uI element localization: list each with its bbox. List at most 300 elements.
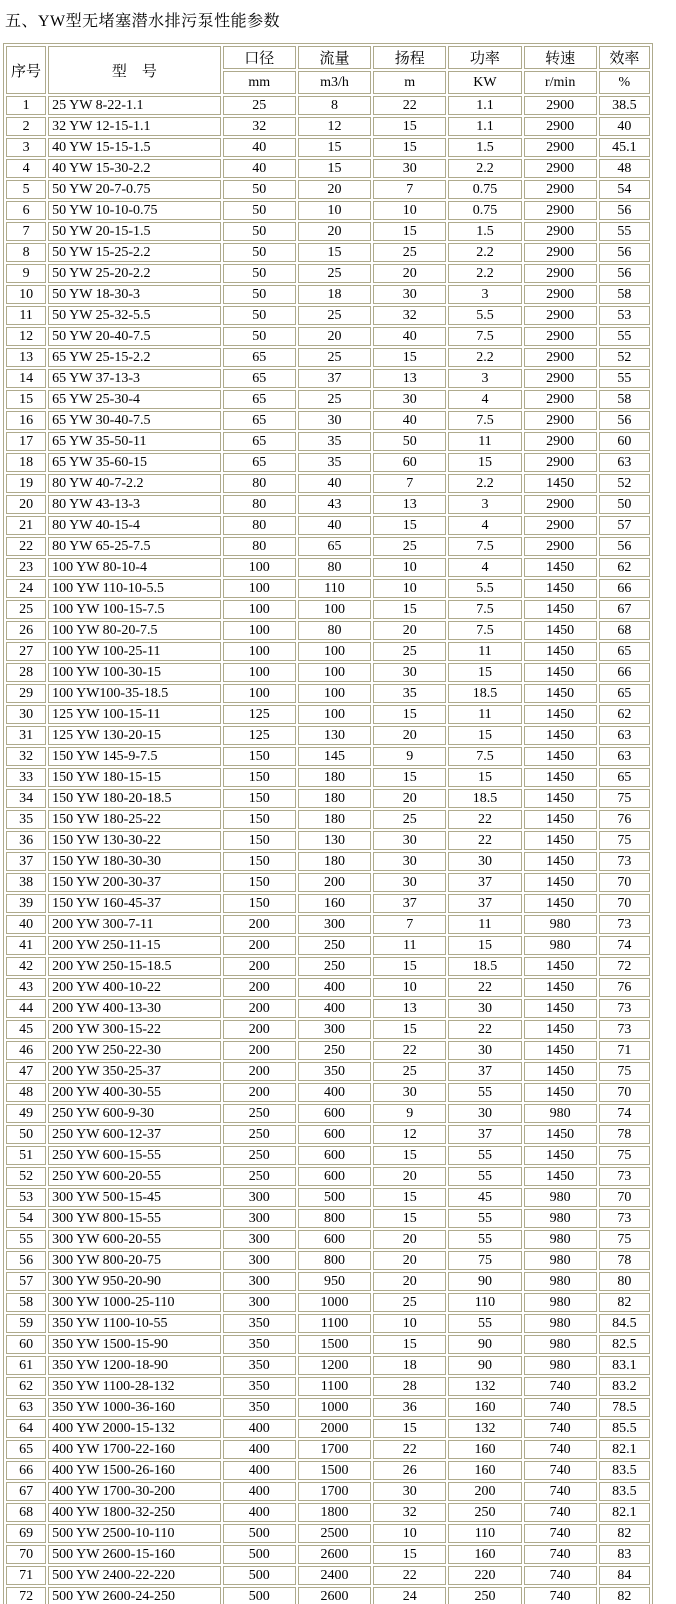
cell-head: 7 — [373, 180, 446, 199]
cell-flow: 600 — [298, 1104, 371, 1123]
table-row — [6, 159, 650, 178]
cell-flow: 160 — [298, 894, 371, 913]
cell-speed: 2900 — [524, 243, 597, 262]
cell-diameter: 100 — [223, 663, 296, 682]
table-row — [6, 1293, 650, 1312]
cell-model: 300 YW 950-20-90 — [48, 1272, 221, 1291]
cell-flow: 2600 — [298, 1545, 371, 1564]
cell-head: 15 — [373, 222, 446, 241]
header-power-unit: KW — [448, 71, 521, 94]
cell-model: 400 YW 1700-30-200 — [48, 1482, 221, 1501]
cell-speed: 2900 — [524, 117, 597, 136]
cell-diameter: 100 — [223, 600, 296, 619]
table-row — [6, 1419, 650, 1438]
cell-efficiency: 70 — [599, 894, 650, 913]
table-row — [6, 810, 650, 829]
cell-efficiency: 62 — [599, 558, 650, 577]
cell-head: 60 — [373, 453, 446, 472]
cell-model: 65 YW 25-15-2.2 — [48, 348, 221, 367]
cell-model: 250 YW 600-20-55 — [48, 1167, 221, 1186]
cell-flow: 1000 — [298, 1398, 371, 1417]
table-row — [6, 516, 650, 535]
cell-efficiency: 73 — [599, 1209, 650, 1228]
cell-speed: 980 — [524, 936, 597, 955]
cell-diameter: 400 — [223, 1440, 296, 1459]
cell-diameter: 65 — [223, 432, 296, 451]
cell-flow: 100 — [298, 684, 371, 703]
cell-diameter: 150 — [223, 831, 296, 850]
table-row — [6, 558, 650, 577]
cell-efficiency: 76 — [599, 978, 650, 997]
cell-power: 37 — [448, 894, 521, 913]
cell-model: 100 YW 80-10-4 — [48, 558, 221, 577]
cell-model: 400 YW 2000-15-132 — [48, 1419, 221, 1438]
cell-head: 22 — [373, 96, 446, 115]
cell-head: 20 — [373, 1251, 446, 1270]
cell-index: 23 — [6, 558, 46, 577]
table-row — [6, 1251, 650, 1270]
cell-power: 2.2 — [448, 243, 521, 262]
header-row-names — [6, 46, 650, 69]
cell-power: 55 — [448, 1209, 521, 1228]
cell-head: 32 — [373, 306, 446, 325]
cell-efficiency: 65 — [599, 684, 650, 703]
cell-efficiency: 52 — [599, 474, 650, 493]
header-diameter: 口径 — [223, 46, 296, 69]
cell-flow: 80 — [298, 558, 371, 577]
cell-head: 11 — [373, 936, 446, 955]
cell-speed: 2900 — [524, 201, 597, 220]
cell-power: 0.75 — [448, 180, 521, 199]
cell-efficiency: 72 — [599, 957, 650, 976]
cell-power: 18.5 — [448, 789, 521, 808]
cell-efficiency: 70 — [599, 873, 650, 892]
cell-power: 37 — [448, 1125, 521, 1144]
cell-head: 37 — [373, 894, 446, 913]
cell-index: 69 — [6, 1524, 46, 1543]
table-row — [6, 1125, 650, 1144]
cell-head: 15 — [373, 516, 446, 535]
cell-speed: 1450 — [524, 1062, 597, 1081]
cell-index: 40 — [6, 915, 46, 934]
cell-diameter: 50 — [223, 264, 296, 283]
cell-power: 160 — [448, 1545, 521, 1564]
cell-diameter: 300 — [223, 1209, 296, 1228]
cell-index: 9 — [6, 264, 46, 283]
cell-model: 50 YW 25-32-5.5 — [48, 306, 221, 325]
cell-model: 80 YW 40-7-2.2 — [48, 474, 221, 493]
cell-model: 200 YW 400-30-55 — [48, 1083, 221, 1102]
cell-speed: 980 — [524, 1272, 597, 1291]
cell-diameter: 100 — [223, 558, 296, 577]
cell-flow: 800 — [298, 1251, 371, 1270]
cell-speed: 1450 — [524, 789, 597, 808]
cell-head: 10 — [373, 1314, 446, 1333]
cell-efficiency: 56 — [599, 537, 650, 556]
table-row — [6, 1209, 650, 1228]
cell-index: 44 — [6, 999, 46, 1018]
header-speed-unit: r/min — [524, 71, 597, 94]
cell-power: 132 — [448, 1377, 521, 1396]
cell-model: 150 YW 180-25-22 — [48, 810, 221, 829]
cell-diameter: 150 — [223, 789, 296, 808]
cell-index: 67 — [6, 1482, 46, 1501]
cell-diameter: 50 — [223, 222, 296, 241]
cell-flow: 1700 — [298, 1482, 371, 1501]
cell-model: 300 YW 800-15-55 — [48, 1209, 221, 1228]
table-row — [6, 1062, 650, 1081]
table-row — [6, 894, 650, 913]
cell-model: 150 YW 145-9-7.5 — [48, 747, 221, 766]
cell-power: 22 — [448, 1020, 521, 1039]
cell-efficiency: 76 — [599, 810, 650, 829]
table-row — [6, 1335, 650, 1354]
cell-diameter: 80 — [223, 495, 296, 514]
cell-model: 125 YW 130-20-15 — [48, 726, 221, 745]
cell-head: 30 — [373, 390, 446, 409]
cell-model: 80 YW 43-13-3 — [48, 495, 221, 514]
cell-efficiency: 82.1 — [599, 1503, 650, 1522]
cell-efficiency: 65 — [599, 642, 650, 661]
cell-flow: 10 — [298, 201, 371, 220]
cell-index: 11 — [6, 306, 46, 325]
cell-flow: 250 — [298, 957, 371, 976]
cell-model: 250 YW 600-12-37 — [48, 1125, 221, 1144]
cell-speed: 980 — [524, 1356, 597, 1375]
cell-efficiency: 66 — [599, 663, 650, 682]
table-row — [6, 1230, 650, 1249]
header-head: 扬程 — [373, 46, 446, 69]
cell-model: 500 YW 2400-22-220 — [48, 1566, 221, 1585]
cell-model: 350 YW 1500-15-90 — [48, 1335, 221, 1354]
cell-head: 15 — [373, 138, 446, 157]
cell-model: 350 YW 1200-18-90 — [48, 1356, 221, 1375]
cell-power: 4 — [448, 390, 521, 409]
cell-power: 30 — [448, 1104, 521, 1123]
cell-efficiency: 75 — [599, 1146, 650, 1165]
cell-diameter: 500 — [223, 1524, 296, 1543]
header-diameter-unit: mm — [223, 71, 296, 94]
cell-flow: 180 — [298, 768, 371, 787]
cell-speed: 980 — [524, 1314, 597, 1333]
cell-power: 15 — [448, 663, 521, 682]
cell-model: 100 YW 110-10-5.5 — [48, 579, 221, 598]
cell-power: 45 — [448, 1188, 521, 1207]
cell-efficiency: 63 — [599, 726, 650, 745]
cell-index: 31 — [6, 726, 46, 745]
cell-power: 1.5 — [448, 138, 521, 157]
cell-speed: 740 — [524, 1566, 597, 1585]
cell-diameter: 100 — [223, 642, 296, 661]
cell-efficiency: 67 — [599, 600, 650, 619]
cell-speed: 2900 — [524, 222, 597, 241]
cell-model: 200 YW 400-13-30 — [48, 999, 221, 1018]
cell-efficiency: 82.5 — [599, 1335, 650, 1354]
table-row — [6, 684, 650, 703]
table-row — [6, 1020, 650, 1039]
cell-power: 90 — [448, 1356, 521, 1375]
cell-power: 15 — [448, 936, 521, 955]
cell-speed: 1450 — [524, 1167, 597, 1186]
cell-power: 22 — [448, 810, 521, 829]
cell-power: 7.5 — [448, 621, 521, 640]
table-row — [6, 1041, 650, 1060]
cell-power: 11 — [448, 705, 521, 724]
table-row — [6, 978, 650, 997]
cell-flow: 500 — [298, 1188, 371, 1207]
cell-diameter: 100 — [223, 579, 296, 598]
cell-index: 28 — [6, 663, 46, 682]
cell-flow: 1500 — [298, 1335, 371, 1354]
cell-model: 200 YW 250-22-30 — [48, 1041, 221, 1060]
table-row — [6, 180, 650, 199]
cell-speed: 980 — [524, 1104, 597, 1123]
cell-speed: 2900 — [524, 264, 597, 283]
cell-diameter: 150 — [223, 768, 296, 787]
cell-head: 10 — [373, 558, 446, 577]
cell-speed: 2900 — [524, 411, 597, 430]
cell-efficiency: 68 — [599, 621, 650, 640]
cell-power: 55 — [448, 1083, 521, 1102]
cell-speed: 2900 — [524, 537, 597, 556]
cell-power: 18.5 — [448, 684, 521, 703]
cell-flow: 1800 — [298, 1503, 371, 1522]
table-row — [6, 600, 650, 619]
cell-head: 30 — [373, 159, 446, 178]
cell-head: 20 — [373, 789, 446, 808]
cell-flow: 35 — [298, 453, 371, 472]
cell-speed: 1450 — [524, 894, 597, 913]
table-row — [6, 1272, 650, 1291]
cell-head: 30 — [373, 852, 446, 871]
cell-efficiency: 82 — [599, 1587, 650, 1604]
cell-speed: 1450 — [524, 558, 597, 577]
cell-diameter: 100 — [223, 684, 296, 703]
cell-index: 2 — [6, 117, 46, 136]
cell-index: 24 — [6, 579, 46, 598]
cell-index: 72 — [6, 1587, 46, 1604]
table-row — [6, 642, 650, 661]
cell-efficiency: 75 — [599, 789, 650, 808]
cell-model: 50 YW 20-40-7.5 — [48, 327, 221, 346]
cell-model: 50 YW 20-15-1.5 — [48, 222, 221, 241]
cell-index: 55 — [6, 1230, 46, 1249]
header-efficiency: 效率 — [599, 46, 650, 69]
table-row — [6, 201, 650, 220]
cell-speed: 2900 — [524, 180, 597, 199]
cell-head: 15 — [373, 117, 446, 136]
cell-efficiency: 55 — [599, 327, 650, 346]
cell-index: 46 — [6, 1041, 46, 1060]
cell-diameter: 65 — [223, 348, 296, 367]
cell-efficiency: 55 — [599, 222, 650, 241]
cell-flow: 20 — [298, 222, 371, 241]
cell-head: 20 — [373, 726, 446, 745]
cell-head: 40 — [373, 411, 446, 430]
cell-power: 75 — [448, 1251, 521, 1270]
cell-efficiency: 65 — [599, 768, 650, 787]
cell-power: 30 — [448, 1041, 521, 1060]
cell-power: 3 — [448, 285, 521, 304]
cell-diameter: 400 — [223, 1419, 296, 1438]
cell-flow: 180 — [298, 789, 371, 808]
table-row — [6, 1146, 650, 1165]
cell-speed: 740 — [524, 1419, 597, 1438]
cell-head: 28 — [373, 1377, 446, 1396]
cell-head: 10 — [373, 1524, 446, 1543]
cell-head: 30 — [373, 1482, 446, 1501]
cell-model: 40 YW 15-15-1.5 — [48, 138, 221, 157]
cell-diameter: 65 — [223, 411, 296, 430]
cell-efficiency: 74 — [599, 1104, 650, 1123]
cell-speed: 980 — [524, 1293, 597, 1312]
cell-diameter: 300 — [223, 1272, 296, 1291]
cell-index: 29 — [6, 684, 46, 703]
cell-diameter: 250 — [223, 1146, 296, 1165]
cell-head: 25 — [373, 642, 446, 661]
cell-model: 40 YW 15-30-2.2 — [48, 159, 221, 178]
cell-head: 30 — [373, 873, 446, 892]
cell-diameter: 200 — [223, 1062, 296, 1081]
cell-index: 68 — [6, 1503, 46, 1522]
cell-diameter: 350 — [223, 1377, 296, 1396]
cell-power: 7.5 — [448, 327, 521, 346]
cell-model: 100 YW 80-20-7.5 — [48, 621, 221, 640]
table-row — [6, 285, 650, 304]
cell-flow: 43 — [298, 495, 371, 514]
cell-model: 65 YW 35-60-15 — [48, 453, 221, 472]
cell-power: 37 — [448, 873, 521, 892]
table-row — [6, 432, 650, 451]
cell-efficiency: 56 — [599, 411, 650, 430]
cell-speed: 1450 — [524, 747, 597, 766]
cell-index: 3 — [6, 138, 46, 157]
cell-index: 38 — [6, 873, 46, 892]
cell-speed: 740 — [524, 1545, 597, 1564]
table-row — [6, 117, 650, 136]
cell-power: 1.1 — [448, 96, 521, 115]
cell-model: 100 YW100-35-18.5 — [48, 684, 221, 703]
cell-index: 36 — [6, 831, 46, 850]
cell-diameter: 150 — [223, 747, 296, 766]
cell-speed: 1450 — [524, 726, 597, 745]
cell-head: 50 — [373, 432, 446, 451]
cell-power: 4 — [448, 558, 521, 577]
cell-power: 15 — [448, 768, 521, 787]
cell-flow: 400 — [298, 978, 371, 997]
table-row — [6, 1440, 650, 1459]
cell-power: 30 — [448, 999, 521, 1018]
cell-index: 56 — [6, 1251, 46, 1270]
cell-head: 15 — [373, 1419, 446, 1438]
cell-head: 18 — [373, 1356, 446, 1375]
cell-flow: 25 — [298, 306, 371, 325]
table-row — [6, 579, 650, 598]
cell-diameter: 500 — [223, 1545, 296, 1564]
cell-head: 15 — [373, 957, 446, 976]
cell-flow: 1700 — [298, 1440, 371, 1459]
cell-efficiency: 53 — [599, 306, 650, 325]
cell-power: 0.75 — [448, 201, 521, 220]
cell-model: 50 YW 10-10-0.75 — [48, 201, 221, 220]
cell-model: 350 YW 1000-36-160 — [48, 1398, 221, 1417]
cell-speed: 1450 — [524, 768, 597, 787]
cell-flow: 15 — [298, 243, 371, 262]
cell-power: 7.5 — [448, 600, 521, 619]
cell-power: 7.5 — [448, 411, 521, 430]
cell-speed: 740 — [524, 1398, 597, 1417]
cell-head: 12 — [373, 1125, 446, 1144]
cell-efficiency: 73 — [599, 999, 650, 1018]
cell-model: 300 YW 800-20-75 — [48, 1251, 221, 1270]
cell-speed: 980 — [524, 1335, 597, 1354]
cell-index: 27 — [6, 642, 46, 661]
cell-head: 10 — [373, 579, 446, 598]
cell-speed: 1450 — [524, 999, 597, 1018]
cell-index: 62 — [6, 1377, 46, 1396]
cell-diameter: 250 — [223, 1125, 296, 1144]
cell-head: 25 — [373, 810, 446, 829]
cell-flow: 100 — [298, 600, 371, 619]
cell-head: 15 — [373, 1146, 446, 1165]
cell-index: 8 — [6, 243, 46, 262]
table-row — [6, 453, 650, 472]
cell-speed: 1450 — [524, 684, 597, 703]
cell-efficiency: 73 — [599, 1167, 650, 1186]
table-row — [6, 705, 650, 724]
cell-index: 37 — [6, 852, 46, 871]
cell-efficiency: 83.5 — [599, 1482, 650, 1501]
cell-speed: 2900 — [524, 495, 597, 514]
cell-power: 5.5 — [448, 306, 521, 325]
cell-efficiency: 83.5 — [599, 1461, 650, 1480]
cell-diameter: 200 — [223, 1020, 296, 1039]
cell-diameter: 200 — [223, 936, 296, 955]
cell-flow: 40 — [298, 516, 371, 535]
cell-index: 57 — [6, 1272, 46, 1291]
table-row — [6, 1377, 650, 1396]
cell-diameter: 150 — [223, 810, 296, 829]
cell-model: 150 YW 180-15-15 — [48, 768, 221, 787]
cell-flow: 250 — [298, 936, 371, 955]
cell-head: 13 — [373, 495, 446, 514]
cell-index: 47 — [6, 1062, 46, 1081]
cell-power: 5.5 — [448, 579, 521, 598]
cell-diameter: 300 — [223, 1293, 296, 1312]
cell-model: 500 YW 2500-10-110 — [48, 1524, 221, 1543]
cell-model: 500 YW 2600-24-250 — [48, 1587, 221, 1604]
cell-power: 3 — [448, 495, 521, 514]
cell-power: 160 — [448, 1398, 521, 1417]
cell-flow: 300 — [298, 1020, 371, 1039]
cell-head: 15 — [373, 600, 446, 619]
cell-head: 32 — [373, 1503, 446, 1522]
cell-efficiency: 55 — [599, 369, 650, 388]
cell-efficiency: 84.5 — [599, 1314, 650, 1333]
cell-diameter: 300 — [223, 1251, 296, 1270]
cell-head: 22 — [373, 1041, 446, 1060]
cell-speed: 980 — [524, 1251, 597, 1270]
cell-head: 25 — [373, 1293, 446, 1312]
cell-power: 22 — [448, 978, 521, 997]
cell-index: 41 — [6, 936, 46, 955]
cell-head: 20 — [373, 1272, 446, 1291]
table-row — [6, 936, 650, 955]
table-row — [6, 1356, 650, 1375]
cell-index: 22 — [6, 537, 46, 556]
cell-power: 220 — [448, 1566, 521, 1585]
cell-diameter: 50 — [223, 180, 296, 199]
